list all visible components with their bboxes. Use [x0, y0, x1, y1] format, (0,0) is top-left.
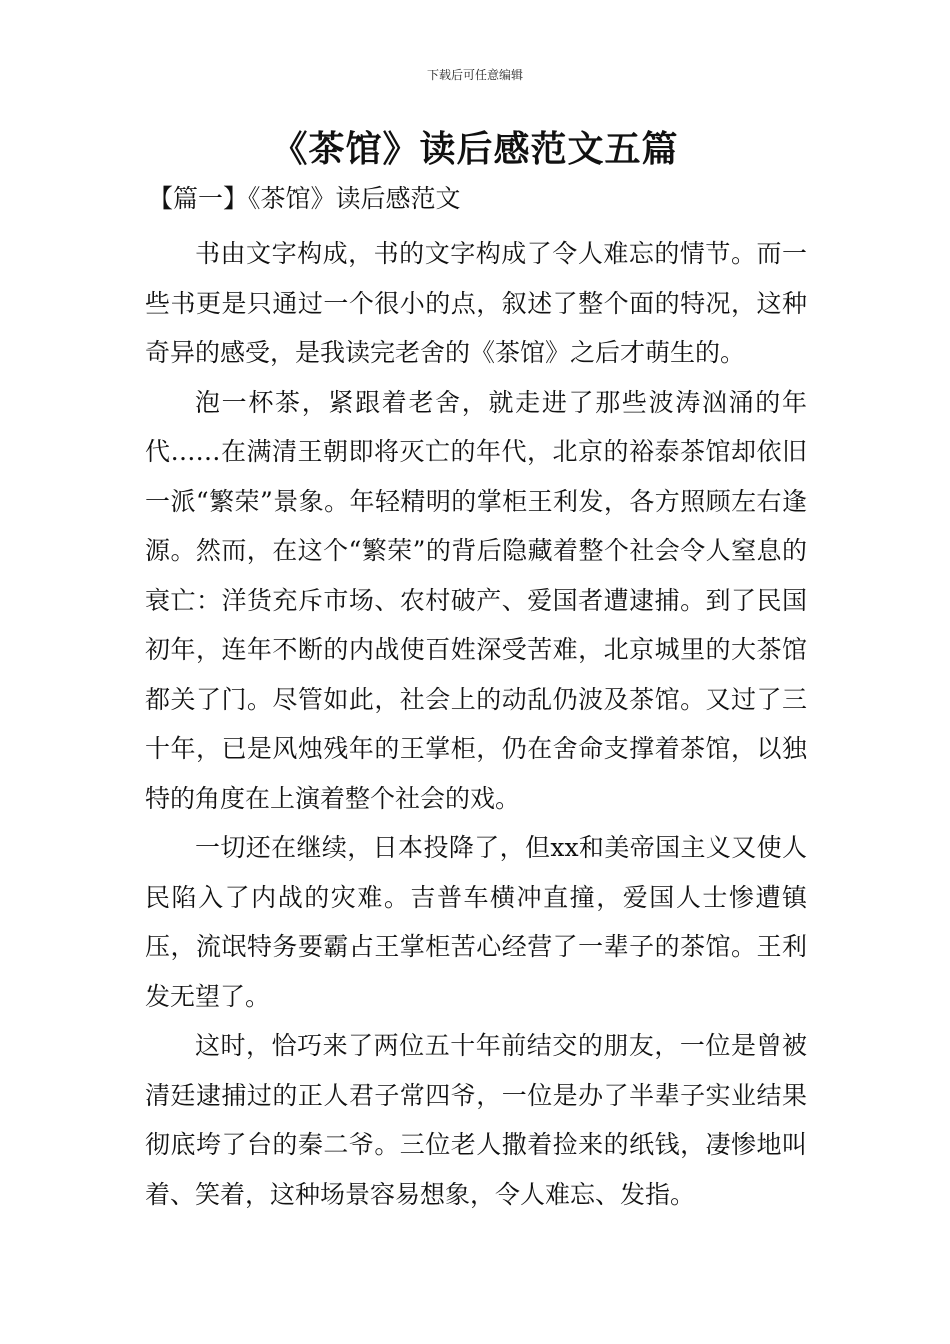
paragraph-1: 书由文字构成，书的文字构成了令人难忘的情节。而一些书更是只通过一个很小的点，叙述了整个面的特况，这种奇异的感受，是我读完老舍的《茶馆》之后才萌生的。 [145, 239, 807, 367]
paragraph-4: 这时，恰巧来了两位五十年前结交的朋友，一位是曾被清廷逮捕过的正人君子常四爷，一位是办了半辈子实业结果彻底垮了台的秦二爷。三位老人撒着捡来的纸钱，凄惨地叫着、笑着，这种场景容易想象，令人难忘、发指。 [145, 1031, 807, 1209]
document-title: 《茶馆》读后感范文五篇 [271, 129, 679, 170]
page-header-note: 下载后可任意编辑 [426, 68, 523, 82]
paragraph-2: 泡一杯茶，紧跟着老舍，就走进了那些波涛汹涌的年代……在满清王朝即将灭亡的年代，北京的裕泰茶馆却依旧一派“繁荣”景象。年轻精明的掌柜王利发，各方照顾左右逢源。然而，在这个“繁荣”的背后隐藏着整个社会令人窒息的衰亡：洋货充斥市场、农村破产、爱国者遭逮捕。到了民国初年，连年不断的内战使百姓深受苦难，北京城里的大茶馆都关了门。尽管如此，社会上的动乱仍波及茶馆。又过了三十年，已是风烛残年的王掌柜，仍在舍命支撑着茶馆，以独特的角度在上演着整个社会的戏。 [145, 387, 807, 813]
section-heading: 【篇一】《茶馆》读后感范文 [148, 184, 461, 213]
paragraph-3: 一切还在继续，日本投降了，但xx和美帝国主义又使人民陷入了内战的灾难。吉普车横冲直撞，爱国人士惨遭镇压，流氓特务要霸占王掌柜苦心经营了一辈子的茶馆。王利发无望了。 [145, 833, 807, 1011]
document-body [145, 229, 807, 1219]
